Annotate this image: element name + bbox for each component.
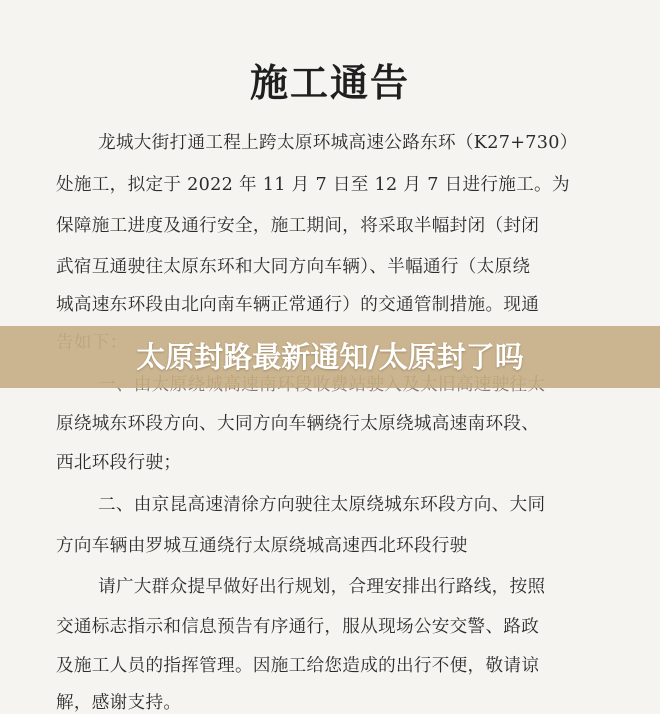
notice-line: 保障施工进度及通行安全，施工期间，将采取半幅封闭（封闭 [56,216,540,236]
notice-line: 及施工人员的指挥管理。因施工给您造成的出行不便，敬请谅 [56,656,540,676]
banner-title: 太原封路最新通知/太原封了吗 [136,340,524,374]
notice-line: 方向车辆由罗城互通绕行太原绕城高速西北环段行驶 [56,536,468,556]
notice-line: 处施工，拟定于 2022 年 11 月 7 日至 12 月 7 日进行施工。为 [56,175,570,195]
notice-line: 二、由京昆高速清徐方向驶往太原绕城东环段方向、大同 [98,495,546,515]
notice-line: 西北环段行驶； [56,453,182,473]
notice-title: 施工通告 [249,61,410,105]
notice-line: 解，感谢支持。 [56,693,182,713]
notice-line: 龙城大街打通工程上跨太原环城高速公路东环（K27+730） [98,133,578,153]
notice-line: 原绕城东环段方向、大同方向车辆绕行太原绕城高速南环段、 [56,414,540,434]
notice-line: 武宿互通驶往太原东环和大同方向车辆）、半幅通行（太原绕 [56,257,531,277]
notice-line: 交通标志指示和信息预告有序通行，服从现场公安交警、路政 [56,617,540,637]
notice-line: 请广大群众提早做好出行规划，合理安排出行路线，按照 [98,577,546,597]
notice-line: 城高速东环段由北向南车辆正常通行）的交通管制措施。现通 [56,295,540,315]
